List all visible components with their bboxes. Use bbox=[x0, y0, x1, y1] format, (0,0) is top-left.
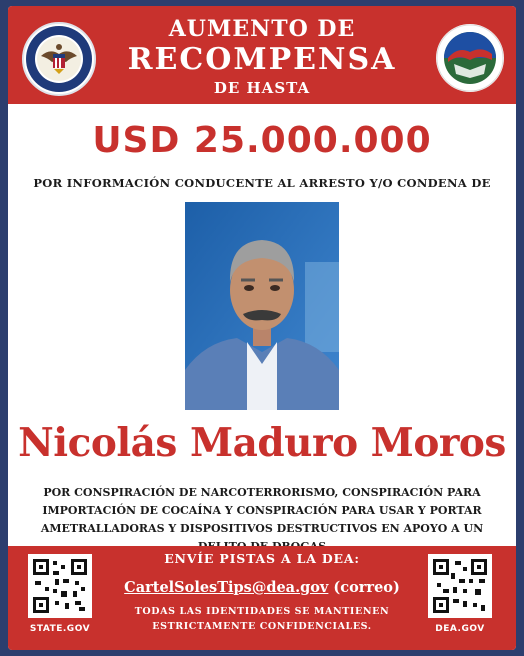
confidentiality-notice bbox=[8, 604, 516, 634]
subject-name: Nicolás Maduro Moros bbox=[18, 420, 506, 466]
reward-amount: USD 25.000.000 bbox=[92, 120, 432, 161]
tips-email-link[interactable]: CartelSolesTips@dea.gov bbox=[124, 579, 329, 596]
header-line-1: AUMENTO DE bbox=[168, 16, 356, 42]
confidentiality-line-1: TODAS LAS IDENTIDADES SE MANTIENEN bbox=[134, 606, 390, 617]
header-line-2: RECOMPENSA bbox=[127, 42, 397, 77]
dea-gov-label: DEA.GOV bbox=[435, 624, 485, 634]
reward-subtitle: POR INFORMACIÓN CONDUCENTE AL ARRESTO Y/O CONDENA DE bbox=[33, 176, 491, 190]
confidentiality-line-2: ESTRICTAMENTE CONFIDENCIALES. bbox=[152, 621, 372, 632]
header-line-3: DE HASTA bbox=[213, 79, 311, 97]
tips-email-suffix: (correo) bbox=[328, 579, 400, 596]
state-gov-label: STATE.GOV bbox=[29, 624, 91, 634]
wanted-poster bbox=[8, 6, 516, 650]
subject-photo bbox=[185, 202, 339, 410]
tips-email-line bbox=[8, 579, 516, 596]
tips-heading: ENVÍE PISTAS A LA DEA: bbox=[164, 551, 360, 566]
subject-charges: POR CONSPIRACIÓN DE NARCOTERRORISMO, CONSPIRACIÓN PARA IMPORTACIÓN DE COCAÍNA Y CONSPIRACIÓN PARA USAR Y PORTAR AMETRALLADORAS Y DISPOSITIVOS DESTRUCTIVOS EN APOYO A UN bbox=[40, 486, 484, 535]
